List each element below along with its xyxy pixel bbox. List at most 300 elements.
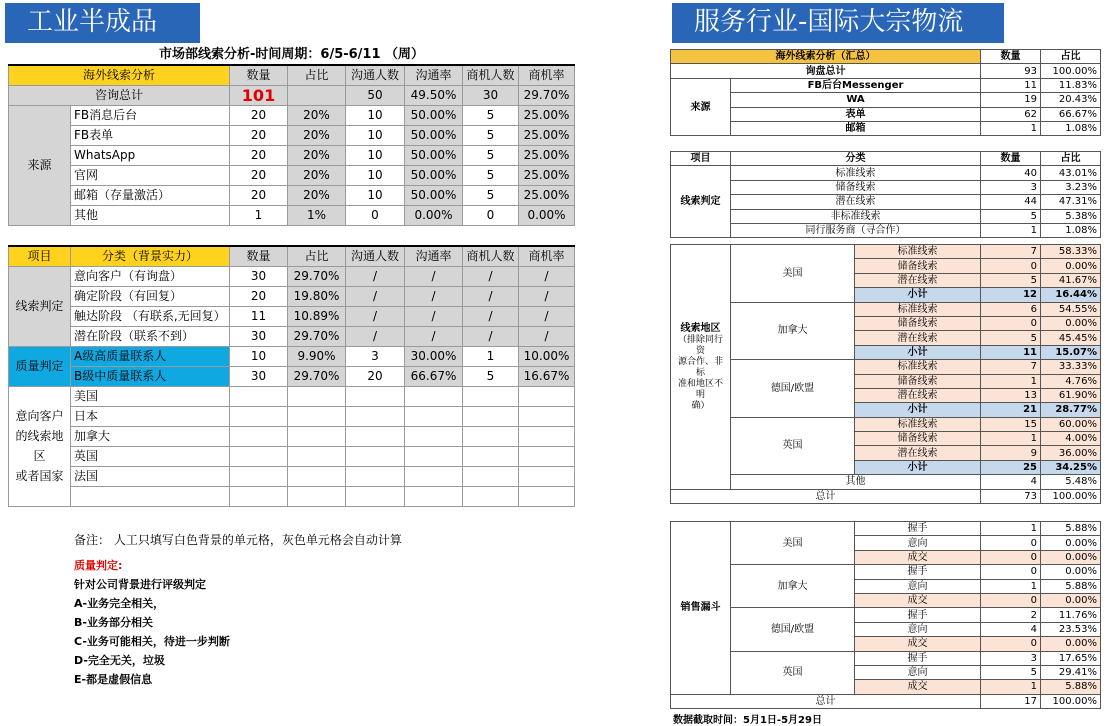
- country-label: 加拿大: [731, 302, 855, 360]
- cell: 储备线索: [731, 180, 981, 194]
- left-banner: 工业半成品: [5, 3, 200, 43]
- cell[interactable]: [288, 406, 346, 426]
- table-row: [671, 209, 1101, 223]
- group-subtitle-line: 源合作、非标: [677, 356, 723, 378]
- cell: 25.00%: [519, 126, 575, 146]
- cell[interactable]: 1: [230, 206, 288, 226]
- cell[interactable]: [288, 426, 346, 446]
- cell[interactable]: 10: [346, 146, 405, 166]
- left-sheet: [8, 45, 575, 507]
- cell: 13: [981, 388, 1041, 402]
- cell: 11.76%: [1041, 608, 1101, 622]
- cell[interactable]: [288, 466, 346, 486]
- row-group-label: 销售漏斗: [671, 522, 731, 695]
- cell: 潜在线索: [855, 331, 981, 345]
- country-label: 美国: [731, 245, 855, 303]
- table-row: [9, 106, 575, 126]
- cell[interactable]: [230, 426, 288, 446]
- cell: /: [405, 266, 463, 286]
- cell: 1%: [288, 206, 346, 226]
- table-row: [671, 302, 1101, 316]
- cell: 小计: [855, 403, 981, 417]
- quality-line: 针对公司背景进行评级判定: [74, 578, 206, 591]
- cell: 100.00%: [1041, 489, 1101, 503]
- cell[interactable]: [519, 406, 575, 426]
- cell[interactable]: [288, 446, 346, 466]
- sources-body: [9, 106, 575, 226]
- total-row: [671, 489, 1101, 503]
- data-period-note: 数据截取时间：5月1日-5月29日: [673, 715, 822, 726]
- cell[interactable]: 日本: [71, 406, 230, 426]
- cell: 20%: [288, 146, 346, 166]
- cell: 5: [981, 273, 1041, 287]
- table-row: [671, 475, 1101, 489]
- cell[interactable]: 20: [346, 366, 405, 386]
- cell[interactable]: [519, 426, 575, 446]
- cell[interactable]: [463, 446, 519, 466]
- cell: 50: [346, 86, 405, 106]
- cell: 4.00%: [1041, 432, 1101, 446]
- row-group-label: 来源: [671, 78, 731, 136]
- table-row: [9, 146, 575, 166]
- cell: /: [519, 306, 575, 326]
- cell: 握手: [855, 565, 981, 579]
- cell: 17: [981, 694, 1041, 708]
- cell: 44: [981, 195, 1041, 209]
- cell: 20.43%: [1041, 93, 1101, 107]
- cell[interactable]: 1: [463, 346, 519, 366]
- cell: 0: [981, 593, 1041, 607]
- country-label: 美国: [731, 522, 855, 565]
- cell: 4.76%: [1041, 374, 1101, 388]
- cell: /: [405, 326, 463, 346]
- cell: 25.00%: [519, 146, 575, 166]
- cell[interactable]: 5: [463, 146, 519, 166]
- cell: 握手: [855, 608, 981, 622]
- country-label: 加拿大: [731, 565, 855, 608]
- cell: /: [463, 326, 519, 346]
- cell: 9.90%: [288, 346, 346, 366]
- table-row: [9, 486, 575, 506]
- cell: 1.08%: [1041, 121, 1101, 135]
- cell: 1: [981, 223, 1041, 237]
- r1-body: [671, 78, 1101, 136]
- cell[interactable]: 20: [230, 106, 288, 126]
- cell: /: [346, 286, 405, 306]
- cell: 成交: [855, 550, 981, 564]
- cell[interactable]: [288, 386, 346, 406]
- table-row: [9, 266, 575, 286]
- cell[interactable]: 20: [230, 186, 288, 206]
- cell[interactable]: 法国: [71, 466, 230, 486]
- header-cell: 商机人数: [463, 246, 519, 267]
- cell[interactable]: [71, 486, 230, 506]
- row-group-label: 质量判定: [9, 346, 71, 386]
- cell: 5.88%: [1041, 680, 1101, 694]
- cell: 60.00%: [1041, 417, 1101, 431]
- right-judge-table: [670, 151, 1101, 238]
- cell[interactable]: [346, 466, 405, 486]
- cell[interactable]: [463, 466, 519, 486]
- country-label: 英国: [731, 417, 855, 475]
- cell[interactable]: 20: [230, 146, 288, 166]
- cell: 3.23%: [1041, 180, 1101, 194]
- cell[interactable]: 5: [463, 186, 519, 206]
- cell[interactable]: [230, 406, 288, 426]
- cell: 储备线索: [855, 432, 981, 446]
- cell: 23.53%: [1041, 622, 1101, 636]
- cell: 11.83%: [1041, 78, 1101, 92]
- spacer: [9, 226, 575, 246]
- cell: 储备线索: [855, 259, 981, 273]
- cell: 0.00%: [405, 206, 463, 226]
- cell[interactable]: 5: [463, 166, 519, 186]
- cell: 100.00%: [1041, 64, 1101, 78]
- cell: 邮箱（存量激活）: [71, 186, 230, 206]
- judge-body: [9, 266, 575, 346]
- cell[interactable]: 10: [346, 186, 405, 206]
- cell: 4: [981, 475, 1041, 489]
- region-label-line: 意向客户: [15, 409, 64, 423]
- header-cell: 商机人数: [463, 65, 519, 86]
- table-row: [9, 346, 575, 366]
- cell[interactable]: 11: [230, 306, 288, 326]
- table-row: [9, 306, 575, 326]
- header-cell: 沟通率: [405, 246, 463, 267]
- total-count[interactable]: 101: [230, 86, 288, 106]
- cell: 标准线索: [855, 417, 981, 431]
- table-row: [9, 426, 575, 446]
- cell: 73: [981, 489, 1041, 503]
- cell: 3: [981, 180, 1041, 194]
- table-row: [671, 166, 1101, 180]
- table-row: [671, 78, 1101, 92]
- cell[interactable]: [230, 486, 288, 506]
- cell[interactable]: 20: [230, 126, 288, 146]
- table-row: [9, 326, 575, 346]
- cell[interactable]: [405, 466, 463, 486]
- cell[interactable]: 美国: [71, 386, 230, 406]
- r2-body: [671, 166, 1101, 238]
- cell[interactable]: [346, 406, 405, 426]
- cell: 0.00%: [1041, 593, 1101, 607]
- cell: 29.70%: [519, 86, 575, 106]
- cell: 0: [981, 259, 1041, 273]
- header-cell: 数量: [981, 152, 1041, 166]
- cell[interactable]: [519, 486, 575, 506]
- cell: 66.67%: [1041, 107, 1101, 121]
- table-row: [9, 366, 575, 386]
- cell: 41.67%: [1041, 273, 1101, 287]
- cell[interactable]: [463, 486, 519, 506]
- cell[interactable]: [463, 386, 519, 406]
- cell[interactable]: [519, 466, 575, 486]
- header-cell: 数量: [230, 246, 288, 267]
- header-cell: 占比: [288, 65, 346, 86]
- cell[interactable]: 5: [463, 126, 519, 146]
- cell: 20%: [288, 166, 346, 186]
- group-subtitle-line: 准和地区不明: [677, 378, 723, 400]
- cell: 确定阶段（有回复）: [71, 286, 230, 306]
- cell: /: [405, 306, 463, 326]
- sheet-title: 市场部线索分析-时间周期：6/5-6/11 （周）: [159, 47, 425, 62]
- cell: 54.55%: [1041, 302, 1101, 316]
- quality-line: E-都是虚假信息: [74, 673, 153, 686]
- cell[interactable]: [230, 386, 288, 406]
- cell: 意向: [855, 536, 981, 550]
- cell[interactable]: [405, 426, 463, 446]
- cell[interactable]: [463, 406, 519, 426]
- cell: 小计: [855, 460, 981, 474]
- cell: 93: [981, 64, 1041, 78]
- group-subtitle-line: 确）: [691, 400, 710, 411]
- cell[interactable]: [519, 386, 575, 406]
- cell: 潜在线索: [855, 446, 981, 460]
- cell: 12: [981, 288, 1041, 302]
- cell: 16.67%: [519, 366, 575, 386]
- cell[interactable]: 20: [230, 166, 288, 186]
- cell: 50.00%: [405, 106, 463, 126]
- cell[interactable]: 10: [230, 346, 288, 366]
- table-row: [671, 608, 1101, 622]
- cell[interactable]: 20: [230, 286, 288, 306]
- header-cell: 分类: [731, 152, 981, 166]
- r3-body: [671, 245, 1101, 504]
- cell[interactable]: 3: [346, 346, 405, 366]
- cell: 0: [981, 316, 1041, 330]
- total-row: [671, 694, 1101, 708]
- header-cell: 商机率: [519, 246, 575, 267]
- cell: /: [463, 306, 519, 326]
- cell[interactable]: [288, 486, 346, 506]
- cell[interactable]: 英国: [71, 446, 230, 466]
- cell[interactable]: 10: [346, 126, 405, 146]
- cell[interactable]: 0: [346, 206, 405, 226]
- cell: 意向: [855, 665, 981, 679]
- header-cell: 沟通率: [405, 65, 463, 86]
- table-row: [9, 286, 575, 306]
- right-funnel-table: [670, 521, 1101, 709]
- cell: FB表单: [71, 126, 230, 146]
- cell: 28.77%: [1041, 403, 1101, 417]
- cell: 表单: [731, 107, 981, 121]
- region-label-line: 区: [33, 449, 46, 463]
- header-cell: 占比: [288, 246, 346, 267]
- table-row: [671, 223, 1101, 237]
- cell[interactable]: 0: [463, 206, 519, 226]
- header-cell: 海外线索分析: [9, 65, 230, 86]
- notes: [74, 531, 402, 689]
- cell: 29.41%: [1041, 665, 1101, 679]
- cell: 标准线索: [731, 166, 981, 180]
- cell[interactable]: [405, 406, 463, 426]
- total-label: 咨询总计: [9, 86, 230, 106]
- cell[interactable]: 30: [230, 266, 288, 286]
- cell: 17.65%: [1041, 651, 1101, 665]
- cell: 潜在阶段（联系不到）: [71, 326, 230, 346]
- total-label: 询盘总计: [671, 64, 981, 78]
- table-row: [671, 107, 1101, 121]
- region-label-line: 的线索地: [15, 429, 64, 443]
- cell: 0.00%: [1041, 259, 1101, 273]
- cell: WhatsApp: [71, 146, 230, 166]
- cell: 2: [981, 608, 1041, 622]
- header-cell: 数量: [981, 50, 1041, 64]
- cell: 标准线索: [855, 302, 981, 316]
- cell[interactable]: [405, 386, 463, 406]
- cell[interactable]: 加拿大: [71, 426, 230, 446]
- table-row: [671, 180, 1101, 194]
- cell: 29.70%: [288, 326, 346, 346]
- cell[interactable]: 10: [346, 106, 405, 126]
- table-row: [9, 466, 575, 486]
- header-cell: 沟通人数: [346, 65, 405, 86]
- cell[interactable]: 30: [230, 366, 288, 386]
- right-summary-table: [670, 49, 1101, 136]
- cell: 61.90%: [1041, 388, 1101, 402]
- header-cell: 项目: [9, 246, 71, 267]
- right-banner: 服务行业-国际大宗物流: [672, 3, 1004, 43]
- row-group-label: 线索判定: [671, 166, 731, 238]
- cell: WA: [731, 93, 981, 107]
- cell: 0.00%: [1041, 637, 1101, 651]
- cell: 7: [981, 245, 1041, 259]
- cell[interactable]: 10: [346, 166, 405, 186]
- cell: 成交: [855, 680, 981, 694]
- cell: /: [405, 286, 463, 306]
- cell: 意向: [855, 622, 981, 636]
- cell: 21: [981, 403, 1041, 417]
- header-cell: 沟通人数: [346, 246, 405, 267]
- cell: 3: [981, 651, 1041, 665]
- cell: A级高质量联系人: [71, 346, 230, 366]
- cell: 30.00%: [405, 346, 463, 366]
- cell[interactable]: [230, 446, 288, 466]
- country-label: 英国: [731, 651, 855, 694]
- header-cell: 项目: [671, 152, 731, 166]
- cell: 66.67%: [405, 366, 463, 386]
- cell: 29.70%: [288, 366, 346, 386]
- quality-line: C-业务可能相关，待进一步判断: [74, 635, 230, 648]
- cell[interactable]: [405, 446, 463, 466]
- row-group-label: 线索判定: [9, 266, 71, 346]
- cell: /: [463, 286, 519, 306]
- cell: 20%: [288, 126, 346, 146]
- cell: 10.89%: [288, 306, 346, 326]
- cell: [288, 86, 346, 106]
- cell: 0: [981, 637, 1041, 651]
- cell: /: [463, 266, 519, 286]
- cell[interactable]: 5: [463, 366, 519, 386]
- cell: 40: [981, 166, 1041, 180]
- cell[interactable]: [346, 426, 405, 446]
- table-row: [9, 206, 575, 226]
- cell: /: [346, 266, 405, 286]
- cell: 19: [981, 93, 1041, 107]
- cell: 1: [981, 374, 1041, 388]
- region-body: [9, 386, 575, 506]
- cell: 储备线索: [855, 316, 981, 330]
- quality-body: [9, 346, 575, 386]
- cell: 50.00%: [405, 146, 463, 166]
- cell: 45.45%: [1041, 331, 1101, 345]
- cell: 25.00%: [519, 106, 575, 126]
- row-group-label: [671, 245, 731, 490]
- header-cell: 商机率: [519, 65, 575, 86]
- cell: 30: [463, 86, 519, 106]
- cell: 0.00%: [1041, 565, 1101, 579]
- cell: 0: [981, 565, 1041, 579]
- cell: 29.70%: [288, 266, 346, 286]
- country-label: 德国/欧盟: [731, 608, 855, 651]
- cell: 小计: [855, 345, 981, 359]
- quality-heading: 质量判定:: [74, 559, 123, 572]
- cell: FB后台Messenger: [731, 78, 981, 92]
- region-label-line: 或者国家: [15, 469, 64, 483]
- row-group-label: 来源: [9, 106, 71, 226]
- cell: 成交: [855, 593, 981, 607]
- cell[interactable]: [346, 386, 405, 406]
- cell[interactable]: [230, 466, 288, 486]
- cell: 15: [981, 417, 1041, 431]
- group-subtitle-line: （排除同行资: [677, 334, 723, 356]
- cell: 成交: [855, 637, 981, 651]
- cell: 同行服务商（寻合作）: [731, 223, 981, 237]
- cell: 握手: [855, 651, 981, 665]
- cell: 1: [981, 432, 1041, 446]
- cell: 0.00%: [1041, 536, 1101, 550]
- cell: 47.31%: [1041, 195, 1101, 209]
- header-cell: 占比: [1041, 152, 1101, 166]
- cell: 25: [981, 460, 1041, 474]
- cell: 19.80%: [288, 286, 346, 306]
- cell: 意向: [855, 579, 981, 593]
- cell: 官网: [71, 166, 230, 186]
- cell: 0: [981, 536, 1041, 550]
- cell: 总计: [671, 694, 981, 708]
- cell[interactable]: [519, 446, 575, 466]
- cell[interactable]: [463, 426, 519, 446]
- cell: 11: [981, 345, 1041, 359]
- quality-line: B-业务部分相关: [74, 616, 153, 629]
- cell: 储备线索: [855, 374, 981, 388]
- cell[interactable]: 30: [230, 326, 288, 346]
- cell: /: [519, 286, 575, 306]
- table-row: [9, 386, 575, 406]
- cell: 1: [981, 579, 1041, 593]
- cell[interactable]: [405, 486, 463, 506]
- header-cell: 占比: [1041, 50, 1101, 64]
- note-text: 备注： 人工只填写白色背景的单元格，灰色单元格会自动计算: [74, 533, 402, 547]
- cell: 总计: [671, 489, 981, 503]
- cell[interactable]: [346, 486, 405, 506]
- table-row: [671, 522, 1101, 536]
- cell: /: [519, 266, 575, 286]
- cell: /: [346, 326, 405, 346]
- r4-body: [671, 522, 1101, 709]
- row-group-label: [9, 386, 71, 506]
- cell: 其他: [71, 206, 230, 226]
- cell[interactable]: [346, 446, 405, 466]
- cell: 意向客户（有询盘）: [71, 266, 230, 286]
- cell: 34.25%: [1041, 460, 1101, 474]
- cell[interactable]: 5: [463, 106, 519, 126]
- table-row: [671, 121, 1101, 135]
- right-region-table: [670, 244, 1101, 504]
- cell: 0.00%: [1041, 316, 1101, 330]
- header-cell: 数量: [230, 65, 288, 86]
- cell: 1: [981, 522, 1041, 536]
